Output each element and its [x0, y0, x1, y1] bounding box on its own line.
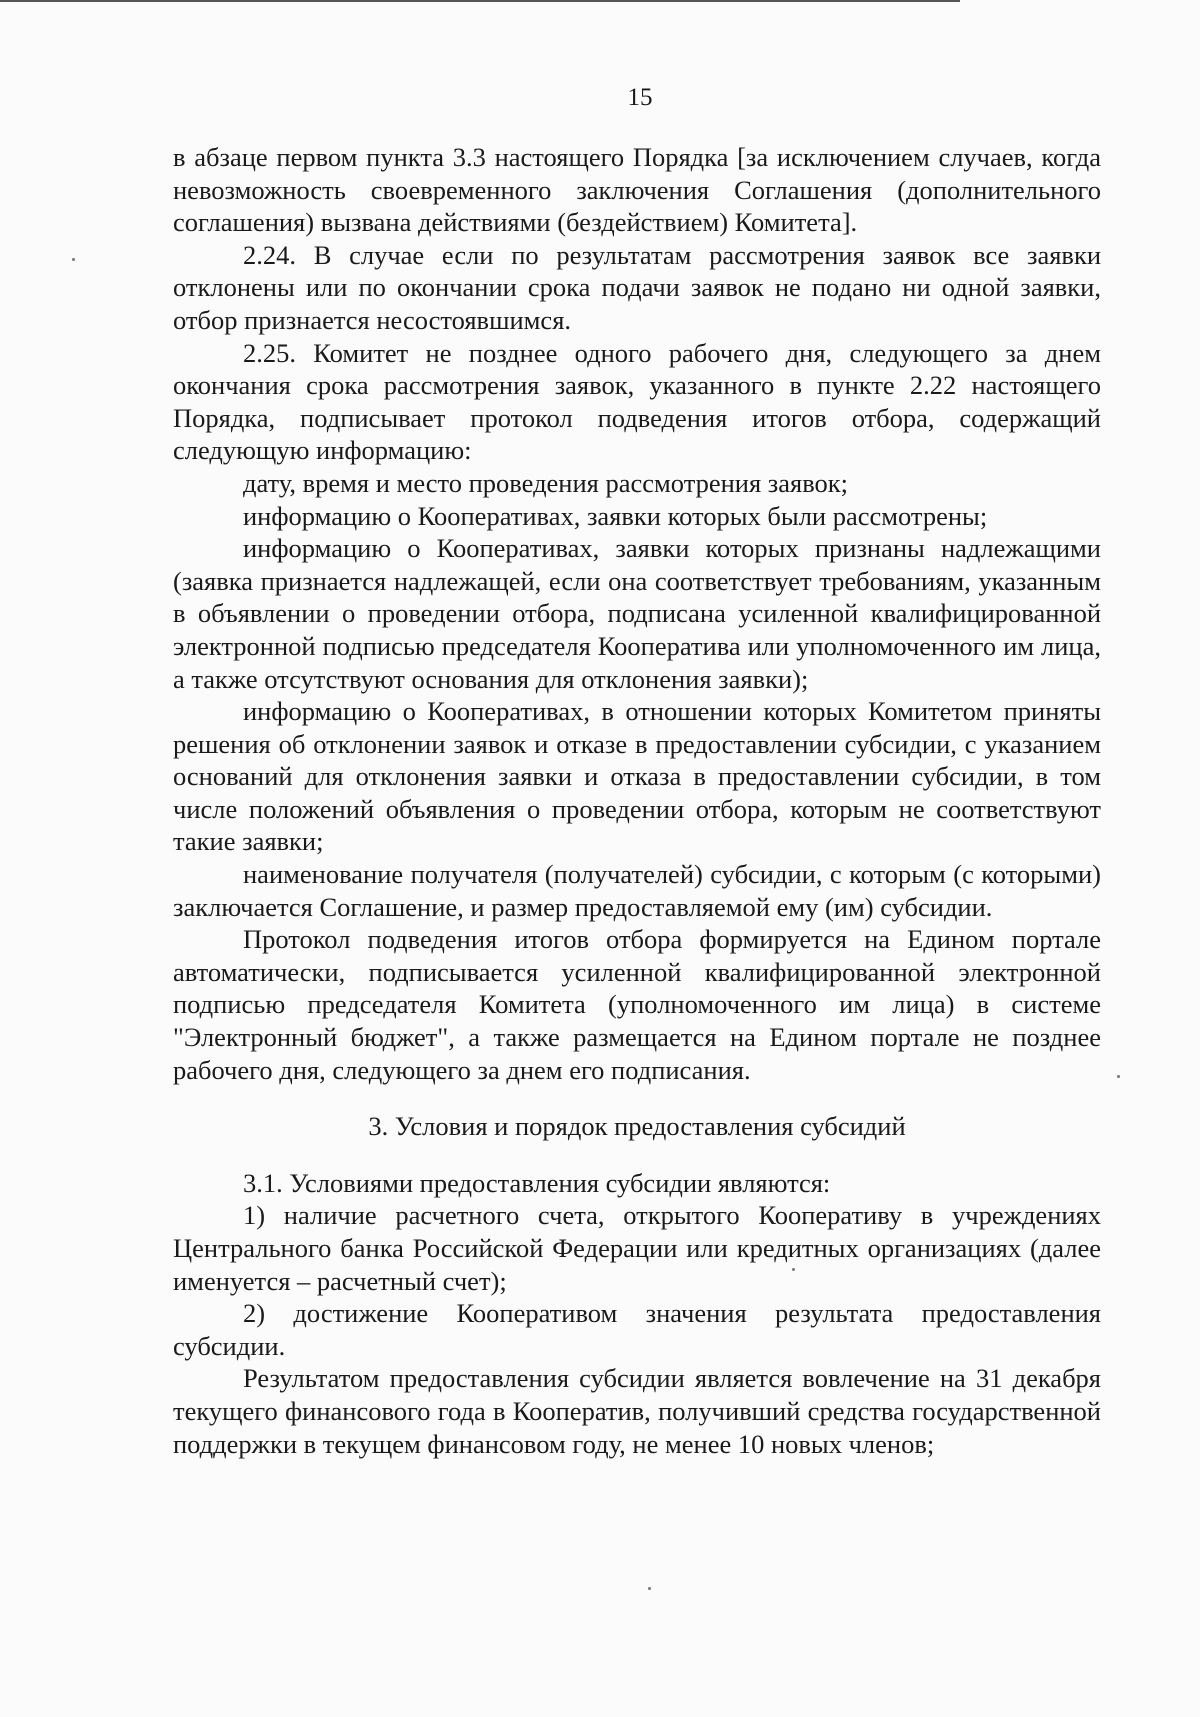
- list-item-date-time-place: дату, время и место проведения рассмотрения заявок;: [243, 467, 849, 498]
- list-item-proper-applications: информацию о Кооперативах, заявки которых признаны надлежащими (заявка признается надлежащей, если она соответствует требованиям, указанным в объявлении о проведении отбора, подписана усиленной квалифицированной электронной подписью председателя Кооператива или уполномоченного им лица, а также отсутствуют основания для отклонения заявки);: [173, 533, 1101, 694]
- paragraph-3-1: 3.1. Условиями предоставления субсидии являются:: [243, 1167, 831, 1198]
- list-item-subsidy-recipient: наименование получателя (получателей) субсидии, с которым (с которыми) заключается Соглашение, и размер предоставляемой ему (им) субсидии.: [173, 859, 1101, 922]
- scan-speck: [1117, 1075, 1120, 1078]
- list-item-rejected-applications: информацию о Кооперативах, в отношении которых Комитетом приняты решения об отклонении заявок и отказе в предоставлении субсидии, с указанием оснований для отклонения заявки и отказа в предоставлении субсидии, в том числе положений объявления о проведении отбора, которым не соответствуют такие заявки;: [173, 696, 1101, 857]
- paragraph-2-24: 2.24. В случае если по результатам рассмотрения заявок все заявки отклонены или по окончании срока подачи заявок не подано ни одной заявки, отбор признается несостоявшимся.: [173, 239, 1101, 335]
- paragraph-result-definition: Результатом предоставления субсидии является вовлечение на 31 декабря текущего финансового года в Кооператив, получивший средства государственной поддержки в текущем финансовом году, не менее 10 новых членов;: [173, 1363, 1101, 1459]
- condition-1-bank-account: 1) наличие расчетного счета, открытого Кооперативу в учреждениях Центрального банка Российской Федерации или кредитных организациях (далее именуется – расчетный счет);: [173, 1200, 1101, 1296]
- section-heading-3: 3. Условия и порядок предоставления субсидий: [368, 1111, 906, 1142]
- condition-2-result: 2) достижение Кооперативом значения результата предоставления субсидии.: [173, 1298, 1101, 1361]
- list-item-reviewed-cooperatives: информацию о Кооперативах, заявки которых были рассмотрены;: [243, 500, 988, 531]
- scan-speck: [792, 1268, 795, 1271]
- document-body: [173, 141, 1101, 1460]
- top-edge-line: [0, 0, 960, 2]
- paragraph-continuation: в абзаце первом пункта 3.3 настоящего Порядка [за исключением случаев, когда невозможность своевременного заключения Соглашения (дополнительного соглашения) вызвана действиями (бездействием) Комитета].: [173, 142, 1101, 238]
- paragraph-2-25: 2.25. Комитет не позднее одного рабочего дня, следующего за днем окончания срока рассмотрения заявок, указанного в пункте 2.22 настоящего Порядка, подписывает протокол подведения итогов отбора, содержащий следующую информацию:: [173, 337, 1101, 466]
- page-number: 15: [627, 84, 653, 111]
- scan-speck: [72, 258, 75, 261]
- paragraph-protocol: Протокол подведения итогов отбора формируется на Едином портале автоматически, подписывается усиленной квалифицированной электронной подписью председателя Комитета (уполномоченного им лица) в системе "Электронный бюджет", а также размещается на Едином портале не позднее рабочего дня, следующего за днем его подписания.: [173, 924, 1101, 1085]
- scan-speck: [648, 1587, 651, 1590]
